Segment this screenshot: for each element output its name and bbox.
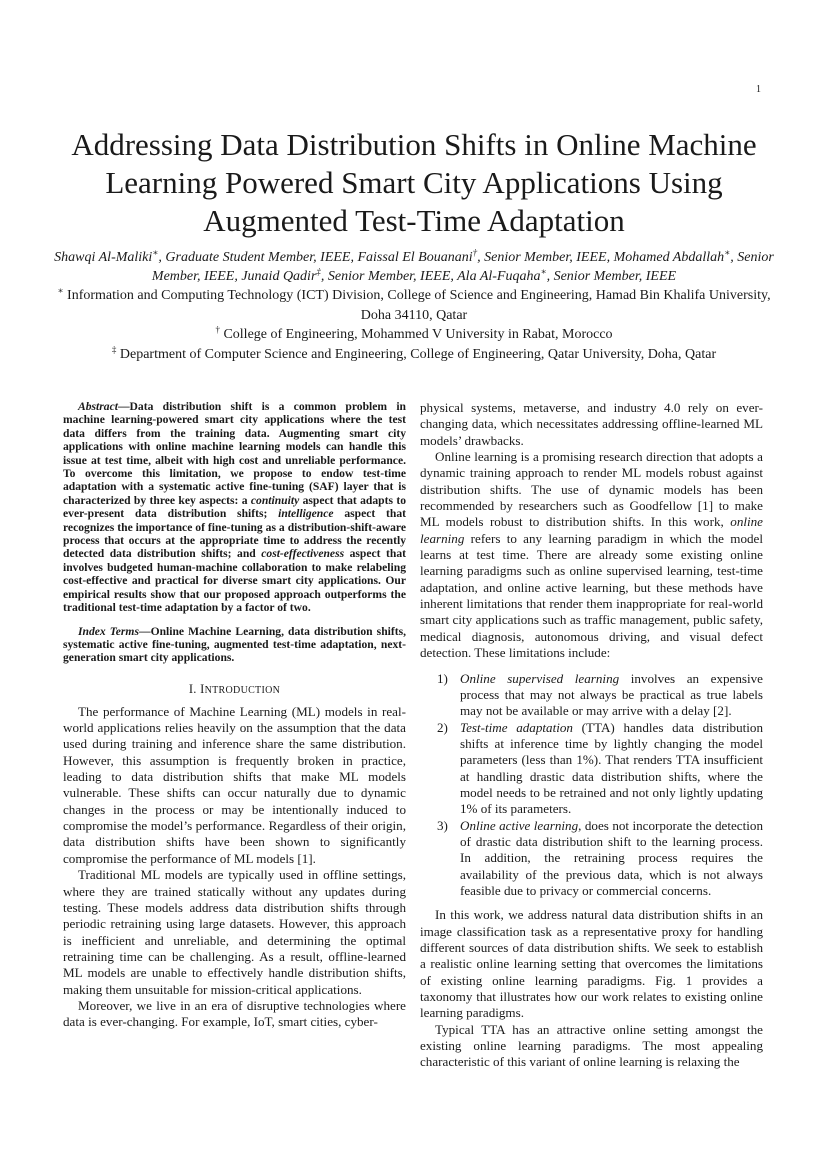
affiliation-text: Department of Computer Science and Engineering, College of Engineering, Qatar University, Doha, Qatar [119, 346, 717, 362]
paragraph-text: refers to any learning paradigm in which the model learns at test time. There are already some existing online learning paradigms such as online supervised learning, test-time adaptation, and online active learning, but these methods have inherent limitations that render them inappropriate for real-world smart city applications such as traffic management, public safety, medical diagnosis, autonomous driving, and visual defect detection. These limitations include: [420, 530, 763, 661]
list-term: Test-time adaptation [460, 719, 573, 735]
author-role: , Senior Member, IEEE, [320, 269, 458, 284]
index-terms [63, 625, 406, 665]
affiliation-mark: ∗ [57, 285, 64, 296]
body-paragraph: In this work, we address natural data distribution shifts in an image classification task as a representative proxy for handling different sources of data distribution shifts. We seek to establish a realistic online learning setting that overcomes the limitations of existing online learning paradigms. Fig. 1 provides a taxonomy that illustrates how our work relates to existing online learning paradigms. [420, 907, 763, 1021]
affiliation [52, 325, 776, 345]
list-term: Online active learning [460, 817, 579, 833]
list-text: involves an expensive process that may not always be practical as true labels may not be available or may arrive with a delay [2]. [460, 670, 763, 719]
body-paragraph: The performance of Machine Learning (ML) models in real-world applications relies heavily on the assumption that the data used during training and inference share the same distribution. However, this assumption is frequently broken in practice, leading to data distribution shifts that make ML models vulnerable. These shifts can occur naturally due to dynamic changes in the process or may be intentionally induced to compromise the model’s performance. Regardless of their origin, data distribution shifts have been shown to significantly compromise the performance of ML models [1]. [63, 703, 406, 866]
author-name: Shawqi Al-Maliki [54, 250, 153, 265]
affiliation-list [52, 286, 776, 364]
body-paragraph-continued: physical systems, metaverse, and industry 4.0 rely on ever-changing data, which necessitates addressing offline-learned ML models’ drawbacks. [420, 400, 763, 448]
index-terms-text: Online Machine Learning, data distribution shifts, systematic active fine-tuning, augmented test-time adaptation, next-generation smart city applications. [63, 624, 406, 665]
abstract-keyword: continuity [250, 493, 300, 507]
section-numeral: I. [188, 681, 197, 696]
index-terms-dash: — [138, 624, 151, 638]
author-name: Junaid Qadir [241, 269, 317, 284]
author-role: , Graduate Student Member, IEEE, [158, 250, 358, 265]
affiliation-text: Information and Computing Technology (ICT) Division, College of Science and Engineering, Hamad Bin Khalifa University, Doha 34110, Qatar [67, 288, 771, 323]
limitations-list [420, 671, 763, 900]
section-title-rest: NTRODUCTION [204, 684, 281, 696]
abstract-text: aspect that recognizes the importance of fine-tuning as a distribution-shift-aware process that occurs at the appropriate time to address the recently detected data distribution shifts; and [63, 507, 406, 561]
author-role: , Senior Member, IEEE [546, 269, 677, 284]
page-number: 1 [756, 84, 761, 95]
body-paragraph: Typical TTA has an attractive online setting amongst the existing online learning paradigms. The most appealing characteristic of this variant of online learning is relaxing the [420, 1021, 763, 1070]
list-item [420, 720, 763, 818]
list-number: 2) [437, 719, 448, 735]
body-paragraph [420, 449, 763, 661]
affiliation [52, 345, 776, 365]
list-text: (TTA) handles data distribution shifts at inference time by lightly changing the model parameters (less than 1%). That renders TTA insufficient at handling drastic data distribution shifts, where the model needs to be retrained and not only lightly updating 1% of its parameters. [460, 719, 763, 817]
abstract-text: aspect that involves budgeted human-machine collaboration to make relabeling cost-effective and practical for diverse smart city applications. Our empirical results show that our proposed approach outperforms the traditional test-time adaptation by a factor of two. [63, 547, 406, 615]
list-item [420, 818, 763, 900]
author-mark: ‡ [316, 266, 321, 277]
list-term: Online supervised learning [460, 670, 620, 686]
abstract-text: Data distribution shift is a common problem in machine learning-powered smart city applications where the test data differs from the training data. Augmenting smart city applications with online machine learning models can handle this issue at test time, albeit with high cost and unreliable performance. To overcome this limitation, we propose to endow test-time adaptation with a systematic active fine-tuning (SAF) layer that is characterized by three key aspects: a [63, 400, 406, 507]
left-column [63, 400, 406, 1031]
author-name: Faissal El Bouanani [357, 250, 473, 265]
section-heading-introduction [63, 682, 406, 697]
affiliation-mark: † [215, 324, 220, 335]
author-name: Ala Al-Fuqaha [457, 269, 541, 284]
index-terms-label: Index Terms [78, 624, 139, 638]
list-item [420, 671, 763, 720]
affiliation-mark: ‡ [111, 343, 117, 354]
author-mark: ∗ [540, 266, 547, 277]
author-mark: ∗ [152, 247, 159, 258]
right-column [420, 400, 763, 1071]
author-role: , Senior Member, IEEE, [151, 250, 774, 284]
list-number: 1) [437, 670, 448, 686]
body-paragraph: Traditional ML models are typically used in offline settings, where they are trained statically without any updates during testing. These models address data distribution shifts through periodic retraining using large datasets. However, this approach is inefficient and unreliable, and determining the optimal retraining time can be challenging. As a result, offline-learned ML models are unable to effectively handle distribution shifts, making them unsuitable for mission-critical applications. [63, 867, 406, 997]
abstract-dash: — [117, 400, 130, 413]
abstract [63, 400, 406, 615]
abstract-keyword: cost-effectiveness [261, 547, 345, 561]
affiliation [52, 286, 776, 325]
affiliation-text: College of Engineering, Mohammed V University in Rabat, Morocco [223, 327, 613, 342]
body-paragraph: Moreover, we live in an era of disruptive technologies where data is ever-changing. For example, IoT, smart cities, cyber- [63, 997, 406, 1030]
author-name: Mohamed Abdallah [613, 250, 725, 265]
list-text: , does not incorporate the detection of drastic data distribution shift to the learning process. In addition, the retraining process requires the availability of the previous data, which is not always feasible due to privacy or commercial concerns. [460, 817, 763, 898]
paper-title: Addressing Data Distribution Shifts in Online Machine Learning Powered Smart City Applications Using Augmented Test-Time Adaptation [71, 127, 757, 238]
author-list [52, 248, 776, 286]
section-initial: I [200, 681, 205, 696]
paragraph-text: Online learning is a promising research direction that adopts a dynamic training approach to render ML models robust against distribution shifts. The use of dynamic models has been recommended by researchers such as Goodfellow [1] to make ML models robust to distribution shifts. In this work, [420, 449, 763, 530]
author-role: , Senior Member, IEEE, [477, 250, 614, 265]
abstract-label: Abstract [78, 400, 118, 413]
author-mark: † [472, 247, 478, 258]
author-mark: ∗ [724, 247, 731, 258]
list-number: 3) [437, 817, 448, 833]
abstract-text: aspect that adapts to ever-present data distribution shifts; [63, 493, 406, 521]
paragraph-emphasis: online learning [420, 514, 763, 546]
abstract-keyword: intelligence [278, 507, 334, 521]
